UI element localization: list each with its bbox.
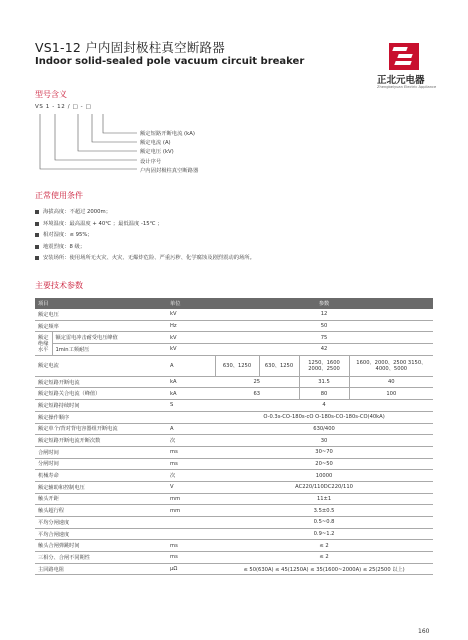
table-row: 额定短路开断电流 kA 25 31.5 40	[35, 376, 433, 388]
table-row: 触头超行程 mm 3.5±0.5	[35, 505, 433, 517]
table-row: 平均分闸速度 0.5~0.8	[35, 517, 433, 529]
table-row: 额定绝缘水平 额定雷电冲击耐受电压峰值 kV 75	[35, 332, 433, 344]
model-label: 额定电压 (kV)	[140, 149, 174, 156]
table-row: 额定短路关合电流（峰值） kA 63 80 100	[35, 388, 433, 400]
brand-name: 正北元电器	[377, 75, 425, 86]
model-label: 户内固封极柱真空断路器	[140, 167, 199, 174]
table-row: 合闸时间 ms 30~70	[35, 446, 433, 458]
table-row: 额定短路开断电流开断次数 次 30	[35, 435, 433, 447]
section-title-model: 型号含义	[35, 90, 67, 99]
table-row: 机械寿命 次 10000	[35, 470, 433, 482]
bullet-icon	[35, 256, 39, 260]
conditions-list	[35, 207, 255, 265]
brand-name-en: Zhengbeiyuan Electric Appliance	[377, 85, 437, 89]
model-label: 设计序号	[140, 158, 162, 165]
list-item: 环境温度：最高温度 + 40℃ ；最低温度 -15℃ ；	[35, 219, 255, 231]
table-row: 额定电流 A 630、1250 630、1250 1250、1600 2000、2500 1600、2000、2500 3150、4000、5000	[35, 355, 433, 376]
bullet-icon	[35, 222, 39, 226]
section-title-conditions: 正常使用条件	[35, 191, 83, 200]
header-value: 参数	[215, 298, 433, 309]
table-row: 分闸时间 ms 20~50	[35, 458, 433, 470]
table-row: 三相分、合闸不同期性 ms ≤ 2	[35, 552, 433, 564]
list-item: 安装场所：使用场所无火灾、火灾、无爆炸危险、严重污秽、化学腐蚀及剧烈震动的场所。	[35, 253, 255, 265]
bullet-icon	[35, 245, 39, 249]
page-number: 160	[418, 628, 430, 635]
table-header-row	[35, 298, 433, 309]
table-row: 触头合闸弹跳时间 ms ≤ 2	[35, 540, 433, 552]
model-label: 额定电流 (A)	[140, 140, 171, 147]
page-title: VS1-12 户内固封极柱真空断路器	[35, 40, 225, 55]
table-row: 触头开距 mm 11±1	[35, 493, 433, 505]
table-row: 1min工频耐压 kV 42	[35, 344, 433, 356]
table-row: 额定频率 Hz 50	[35, 320, 433, 332]
list-item: 海拔高度：不超过 2000m；	[35, 207, 255, 219]
table-row: 额定电压 kV 12	[35, 309, 433, 320]
table-row: 主回路电阻 μΩ ≤ 50(630A) ≤ 45(1250A) ≤ 35(1600~2000A) ≤ 25(2500 以上)	[35, 563, 433, 575]
bullet-icon	[35, 233, 39, 237]
spec-table	[35, 298, 433, 575]
model-legend	[140, 130, 198, 176]
table-row: 额定操作顺序 O-0.3s-CO-180s-cO O-180s-CO-180s-CO(40kA)	[35, 411, 433, 423]
page-subtitle: Indoor solid-sealed pole vacuum circuit breaker	[35, 56, 305, 67]
list-item: 相对湿度：≤ 95%；	[35, 230, 255, 242]
model-code: VS 1 - 12 / □ - □	[35, 104, 92, 110]
table-row: 额定短路持续时间 S 4	[35, 400, 433, 412]
bullet-icon	[35, 210, 39, 214]
table-row: 额定单个/背对背电容器组开断电流 A 630/400	[35, 423, 433, 435]
section-title-specs: 主要技术参数	[35, 281, 83, 290]
table-row: 平均合闸速度 0.9~1.2	[35, 528, 433, 540]
header-unit: 单位	[167, 298, 215, 309]
list-item: 地震烈度：8 级；	[35, 242, 255, 254]
model-label: 额定短路开断电流 (kA)	[140, 131, 195, 137]
table-row: 额定辅助和控制电压 V AC220/110DC220/110	[35, 481, 433, 493]
header-item: 项目	[35, 298, 167, 309]
